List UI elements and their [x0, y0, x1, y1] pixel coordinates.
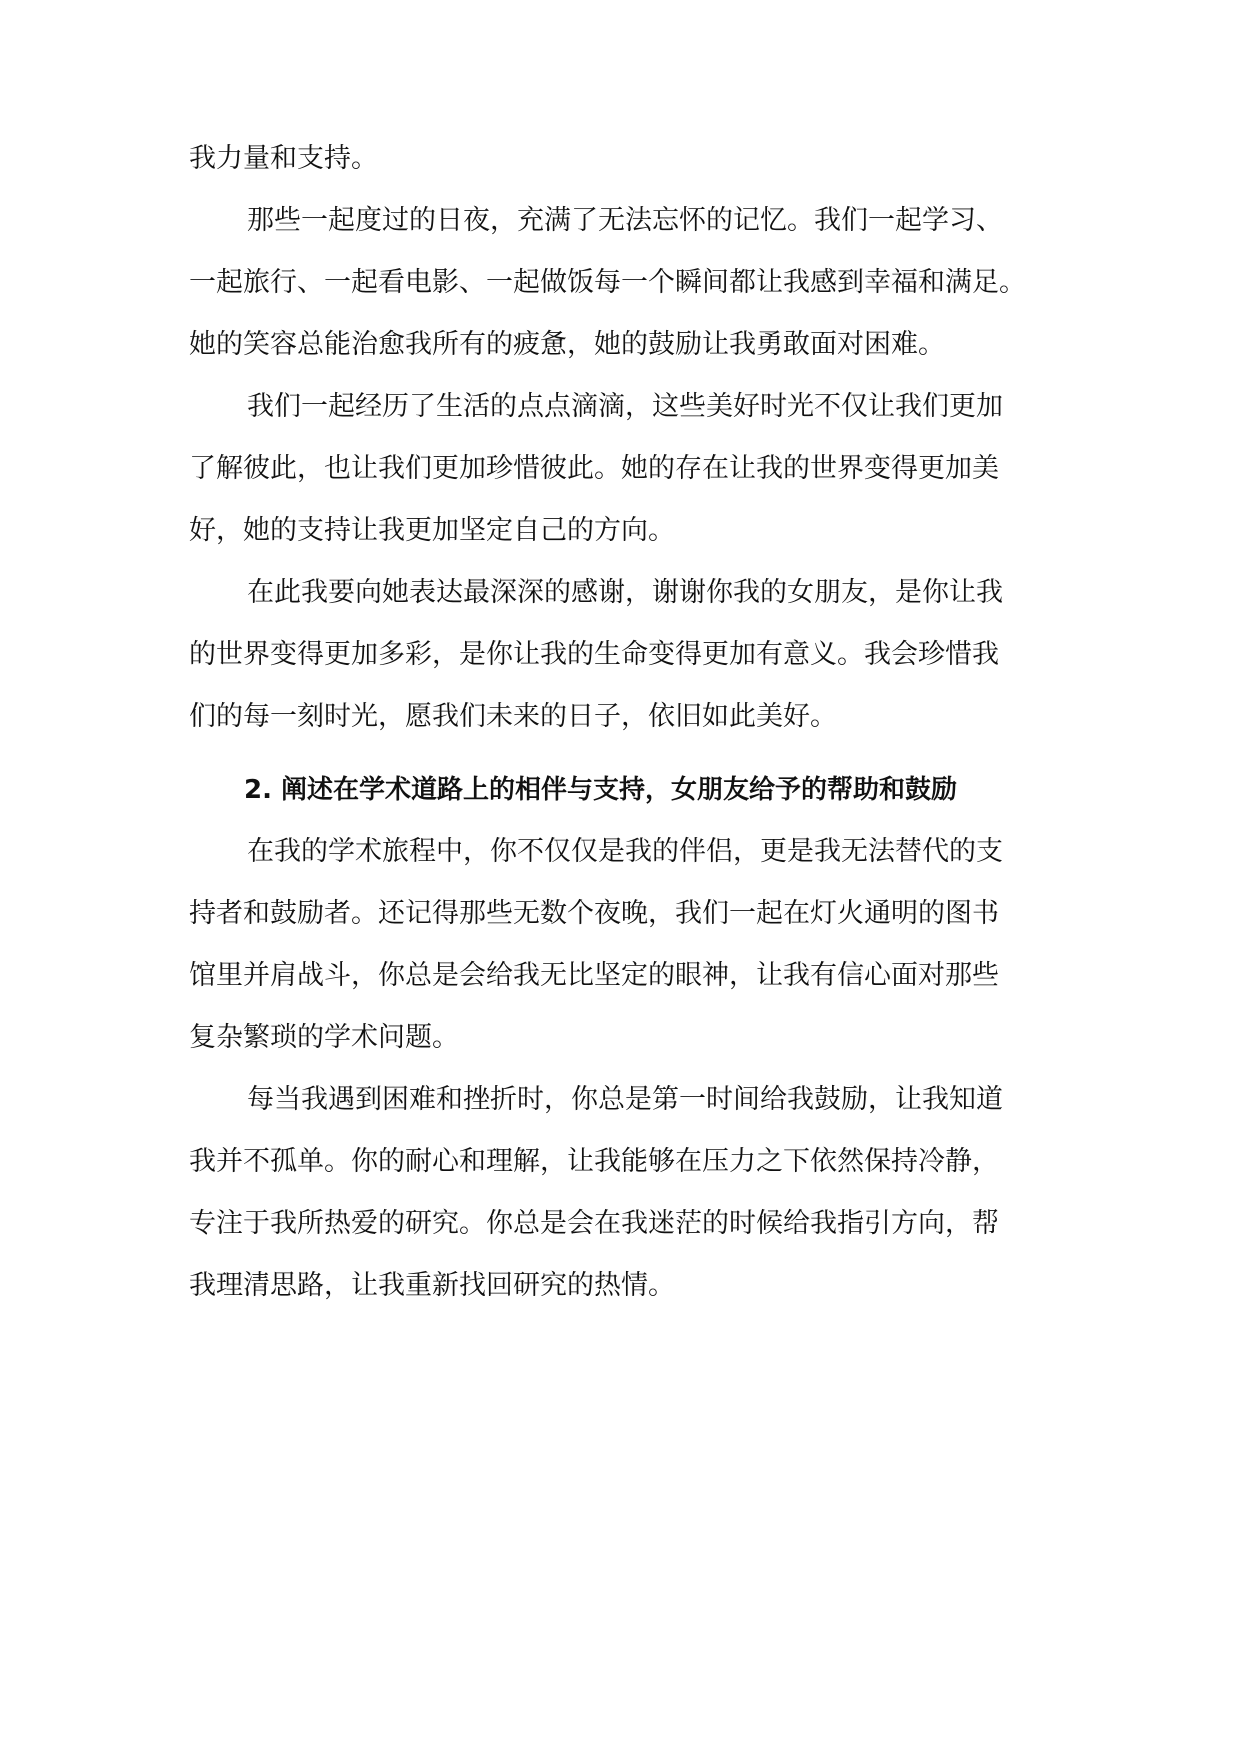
paragraph-line: 持者和鼓励者。还记得那些无数个夜晚，我们一起在灯火通明的图书 [189, 898, 999, 929]
paragraph-line: 我并不孤单。你的耐心和理解，让我能够在压力之下依然保持冷静， [189, 1146, 999, 1177]
paragraph-line: 的世界变得更加多彩，是你让我的生命变得更加有意义。我会珍惜我 [189, 639, 999, 670]
paragraph-line: 我们一起经历了生活的点点滴滴，这些美好时光不仅让我们更加 [247, 391, 1003, 422]
paragraph-line: 专注于我所热爱的研究。你总是会在我迷茫的时候给我指引方向，帮 [189, 1208, 999, 1239]
paragraph-line: 了解彼此，也让我们更加珍惜彼此。她的存在让我的世界变得更加美 [189, 453, 999, 484]
paragraph-line: 复杂繁琐的学术问题。 [189, 1022, 459, 1053]
paragraph-line: 们的每一刻时光，愿我们未来的日子，依旧如此美好。 [189, 701, 837, 732]
paragraph-line: 在此我要向她表达最深深的感谢，谢谢你我的女朋友，是你让我 [247, 577, 1003, 608]
paragraph-line: 在我的学术旅程中，你不仅仅是我的伴侣，更是我无法替代的支 [247, 836, 1003, 867]
paragraph-line: 馆里并肩战斗，你总是会给我无比坚定的眼神，让我有信心面对那些 [189, 960, 999, 991]
paragraph-line: 她的笑容总能治愈我所有的疲惫，她的鼓励让我勇敢面对困难。 [189, 329, 945, 360]
paragraph-line: 那些一起度过的日夜，充满了无法忘怀的记忆。我们一起学习、 [247, 205, 1003, 236]
paragraph-line: 每当我遇到困难和挫折时，你总是第一时间给我鼓励，让我知道 [247, 1084, 1003, 1115]
paragraph-line: 一起旅行、一起看电影、一起做饭每一个瞬间都让我感到幸福和满足。 [189, 267, 1026, 298]
paragraph-line: 我理清思路，让我重新找回研究的热情。 [189, 1270, 675, 1301]
section-heading: 2. 阐述在学术道路上的相伴与支持，女朋友给予的帮助和鼓励 [244, 775, 958, 805]
paragraph-line: 我力量和支持。 [189, 143, 378, 174]
paragraph-line: 好，她的支持让我更加坚定自己的方向。 [189, 515, 675, 546]
